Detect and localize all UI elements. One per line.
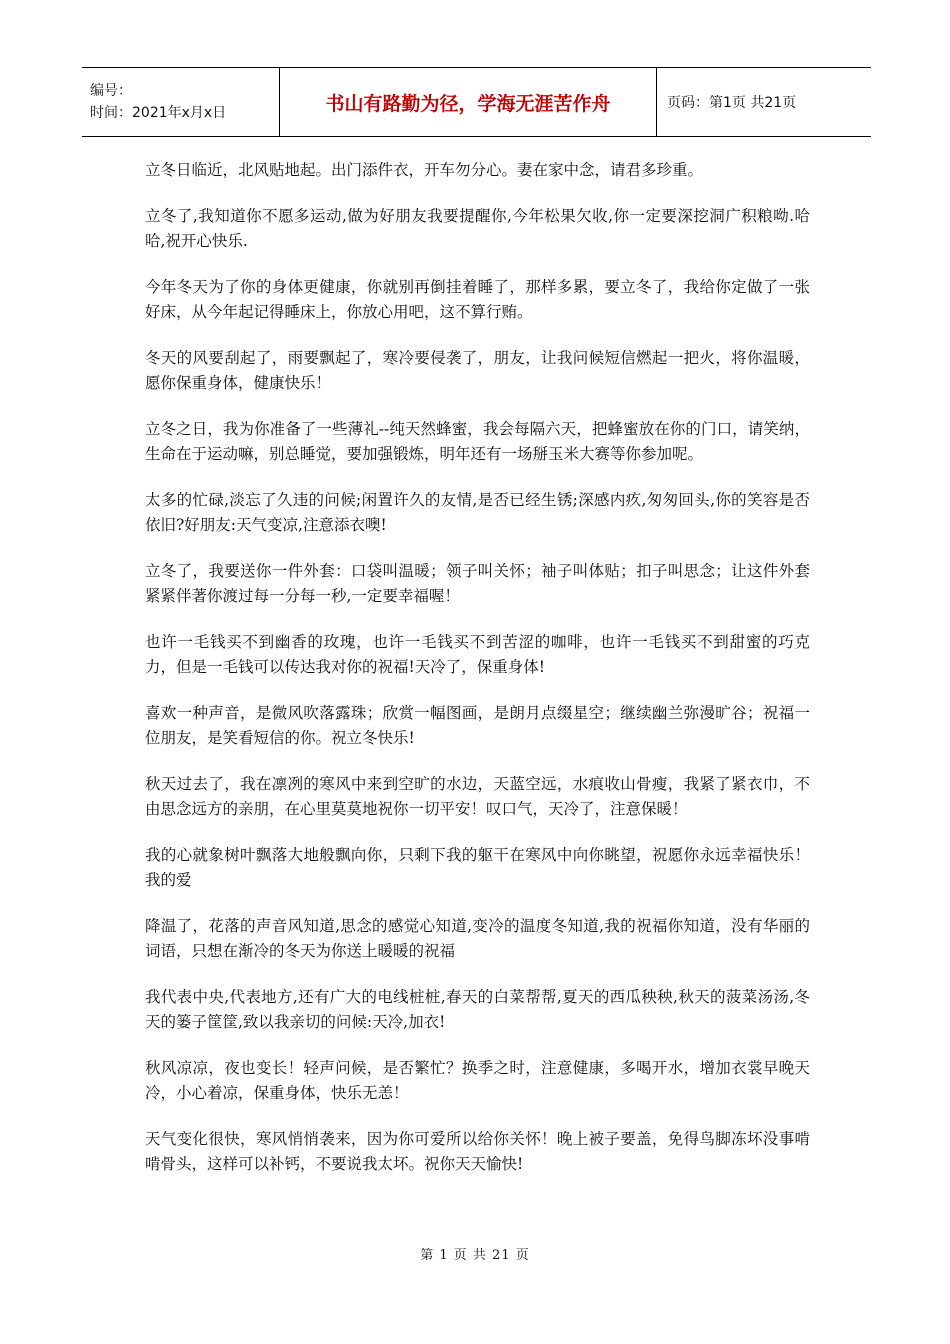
paragraph: 立冬日临近，北风贴地起。出门添件衣，开车勿分心。妻在家中念，请君多珍重。 [145, 161, 704, 179]
paragraph: 冬天的风要刮起了，雨要飘起了，寒冷要侵袭了，朋友，让我问候短信燃起一把火，将你温暖，愿你保重身体，健康快乐！ [145, 349, 810, 392]
paragraph: 立冬之日，我为你准备了一些薄礼--纯天然蜂蜜，我会每隔六天，把蜂蜜放在你的门口，请笑纳，生命在于运动嘛，别总睡觉，要加强锻炼，明年还有一场掰玉米大赛等你参加呢。 [145, 420, 810, 463]
paragraph: 今年冬天为了你的身体更健康，你就别再倒挂着睡了，那样多累，要立冬了，我给你定做了一张好床，从今年起记得睡床上，你放心用吧，这不算行贿。 [145, 278, 810, 321]
paragraph: 太多的忙碌,淡忘了久违的问候;闲置许久的友情,是否已经生锈;深感内疚,匆匆回头,你的笑容是否依旧?好朋友:天气变凉,注意添衣噢! [145, 491, 810, 534]
header-meta [82, 68, 280, 136]
paragraph: 降温了，花落的声音风知道,思念的感觉心知道,变冷的温度冬知道,我的祝福你知道，没有华丽的词语，只想在渐冷的冬天为你送上暖暖的祝福 [145, 917, 810, 960]
page-footer [0, 1244, 950, 1263]
paragraph: 我的心就象树叶飘落大地般飘向你，只剩下我的躯干在寒风中向你眺望，祝愿你永远幸福快乐！我的爱 [145, 846, 810, 889]
time-label: 时间：2021年x月x日 [90, 105, 227, 121]
header-page-info [657, 68, 871, 136]
paragraph: 也许一毛钱买不到幽香的玫瑰，也许一毛钱买不到苦涩的咖啡，也许一毛钱买不到甜蜜的巧克力，但是一毛钱可以传达我对你的祝福!天冷了，保重身体! [145, 633, 810, 676]
paragraph: 立冬了，我要送你一件外套：口袋叫温暖；领子叫关怀；袖子叫体贴；扣子叫思念；让这件外套紧紧伴著你渡过每一分每一秒,一定要幸福喔！ [145, 562, 810, 605]
paragraph: 秋天过去了，我在凛冽的寒风中来到空旷的水边，天蓝空远，水痕收山骨瘦，我紧了紧衣巾，不由思念远方的亲朋，在心里莫莫地祝你一切平安！叹口气，天冷了，注意保暖！ [145, 775, 810, 818]
motto-text: 书山有路勤为径，学海无涯苦作舟 [325, 92, 611, 115]
page-label: 页码：第1页 共21页 [667, 95, 797, 111]
paragraph: 天气变化很快，寒风悄悄袭来，因为你可爱所以给你关怀！晚上被子要盖，免得鸟脚冻坏没事啃啃骨头，这样可以补钙，不要说我太坏。祝你天天愉快! [145, 1130, 810, 1173]
footer-page-number: 第 1 页 共 21 页 [420, 1248, 530, 1263]
paragraph: 我代表中央,代表地方,还有广大的电线桩桩,春天的白菜帮帮,夏天的西瓜秧秧,秋天的菠菜汤汤,冬天的篓子筐筐,致以我亲切的问候:天冷,加衣! [145, 988, 810, 1031]
paragraph: 立冬了,我知道你不愿多运动,做为好朋友我要提醒你,今年松果欠收,你一定要深挖洞广积粮呦.哈哈,祝开心快乐. [145, 207, 810, 250]
number-label: 编号： [90, 83, 132, 99]
document-body [145, 158, 810, 1198]
paragraph: 秋风凉凉，夜也变长！轻声问候，是否繁忙？换季之时，注意健康，多喝开水，增加衣裳早晚天冷，小心着凉，保重身体，快乐无恙！ [145, 1059, 810, 1102]
header-motto [280, 68, 657, 136]
document-header [82, 67, 871, 137]
paragraph: 喜欢一种声音，是微风吹落露珠；欣赏一幅图画，是朗月点缀星空；继续幽兰弥漫旷谷；祝福一位朋友，是笑看短信的你。祝立冬快乐! [145, 704, 810, 747]
